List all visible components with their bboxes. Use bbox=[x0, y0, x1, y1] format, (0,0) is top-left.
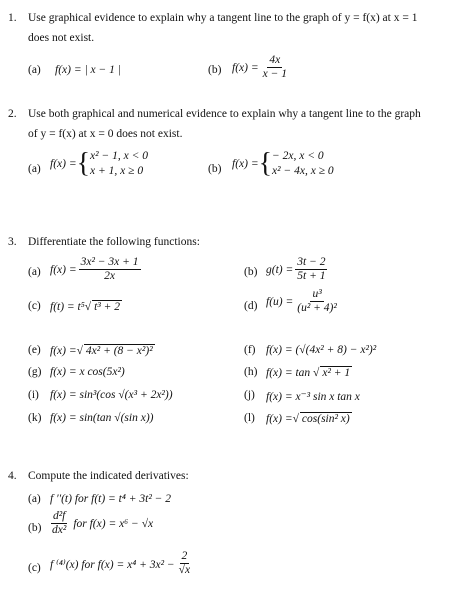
denominator: 5t + 1 bbox=[297, 270, 326, 282]
numerator: 4x bbox=[269, 54, 281, 66]
radicand: 4x² + (8 − x²)² bbox=[85, 345, 153, 357]
radicand: x² + 1 bbox=[322, 367, 351, 379]
part-label: (k) bbox=[28, 412, 42, 424]
case: x + 1, x ≥ 0 bbox=[90, 165, 144, 177]
part-label: (a) bbox=[28, 64, 41, 76]
part-label: (l) bbox=[244, 412, 255, 424]
numerator: d²f bbox=[52, 510, 66, 522]
expression bbox=[266, 256, 329, 283]
part-label: (j) bbox=[244, 389, 255, 401]
expression bbox=[50, 256, 143, 283]
expression-lhs: f(x) = bbox=[50, 158, 77, 170]
fraction bbox=[50, 510, 68, 537]
numerator: u³ bbox=[312, 288, 322, 300]
numerator: 3x² − 3x + 1 bbox=[80, 256, 139, 268]
expression-lhs: f(x) = bbox=[50, 345, 77, 357]
question-text: Use both graphical and numerical evidence to explain why a tangent line to the graph bbox=[28, 108, 421, 120]
denominator: (u² + 4)² bbox=[297, 302, 337, 314]
question-number: 4. bbox=[8, 470, 17, 482]
expression bbox=[50, 344, 155, 357]
expression bbox=[266, 288, 341, 315]
sqrt-icon: √ bbox=[76, 345, 83, 357]
expression-lhs: f(x) = bbox=[266, 413, 293, 425]
expression-lhs: f(x) = bbox=[50, 263, 77, 276]
expression bbox=[232, 54, 291, 81]
part-label: (b) bbox=[244, 266, 258, 278]
part-label: (c) bbox=[28, 300, 41, 312]
case: x² − 1, x < 0 bbox=[90, 150, 148, 162]
case: − 2x, x < 0 bbox=[272, 150, 324, 162]
fraction bbox=[177, 550, 192, 577]
cases bbox=[90, 149, 148, 179]
part-label: (b) bbox=[28, 522, 42, 534]
expression: f(x) = sin(tan √(sin x)) bbox=[50, 412, 154, 424]
fraction bbox=[261, 54, 289, 81]
part-label: (b) bbox=[208, 64, 222, 76]
part-label: (e) bbox=[28, 344, 41, 356]
expression bbox=[50, 300, 122, 313]
question-number: 2. bbox=[8, 108, 17, 120]
expression-lhs: f(x) = bbox=[232, 158, 259, 170]
denominator: 2x bbox=[104, 270, 115, 282]
sqrt-icon: √ bbox=[313, 367, 320, 379]
question-text: Compute the indicated derivatives: bbox=[28, 470, 189, 482]
part-label: (a) bbox=[28, 163, 41, 175]
part-label: (c) bbox=[28, 562, 41, 574]
expression: f(x) = x cos(5x²) bbox=[50, 366, 125, 378]
expression: f(x) = x⁻³ sin x tan x bbox=[266, 391, 360, 403]
sqrt-icon: √ bbox=[84, 301, 92, 313]
part-label: (g) bbox=[28, 366, 42, 378]
expression: f(x) = | x − 1 | bbox=[55, 64, 121, 76]
expression-lhs: f ⁽⁴⁾(x) for f(x) = x⁴ + 3x² − bbox=[50, 558, 175, 571]
question-number: 3. bbox=[8, 236, 17, 248]
radicand: cos(sin² x) bbox=[301, 413, 350, 425]
expression-lhs: f(x) = bbox=[232, 61, 259, 74]
piecewise-expression bbox=[232, 149, 334, 179]
expression: f ′′(t) for f(t) = t⁴ + 3t² − 2 bbox=[50, 493, 172, 505]
denominator: dx² bbox=[52, 524, 67, 536]
expression-lhs: f(u) = bbox=[266, 295, 294, 308]
part-label: (i) bbox=[28, 389, 39, 401]
brace-icon: { bbox=[258, 148, 273, 179]
cases bbox=[272, 149, 334, 179]
part-label: (b) bbox=[208, 163, 222, 175]
part-label: (d) bbox=[244, 300, 258, 312]
case: x² − 4x, x ≥ 0 bbox=[272, 165, 334, 177]
part-label: (a) bbox=[28, 266, 41, 278]
numerator: 3t − 2 bbox=[297, 256, 326, 268]
expression: f(x) = (√(4x² + 8) − x²)² bbox=[266, 344, 377, 356]
expression-lhs: f(x) = tan bbox=[266, 367, 311, 379]
expression bbox=[48, 510, 153, 537]
expression bbox=[266, 366, 352, 379]
numerator: 2 bbox=[181, 550, 188, 562]
expression-rest: for f(x) = x⁶ − √x bbox=[73, 517, 154, 530]
question-text: Differentiate the following functions: bbox=[28, 236, 200, 248]
part-label: (a) bbox=[28, 493, 41, 505]
fraction bbox=[79, 256, 141, 283]
question-text-cont: does not exist. bbox=[28, 32, 95, 44]
expression: f(x) = sin³(cos √(x³ + 2x²)) bbox=[50, 389, 173, 401]
expression-lhs: g(t) = bbox=[266, 263, 294, 276]
sqrt-icon: √ bbox=[292, 413, 299, 425]
question-number: 1. bbox=[8, 12, 17, 24]
fraction bbox=[295, 288, 339, 315]
brace-icon: { bbox=[76, 148, 91, 179]
question-text-cont: of y = f(x) at x = 0 does not exist. bbox=[28, 128, 183, 140]
part-label: (f) bbox=[244, 344, 256, 356]
expression bbox=[50, 550, 194, 577]
expression-lhs: f(t) = t⁵ bbox=[50, 301, 85, 313]
piecewise-expression bbox=[50, 149, 148, 179]
fraction bbox=[295, 256, 327, 283]
expression bbox=[266, 412, 352, 425]
question-text: Use graphical evidence to explain why a tangent line to the graph of y = f(x) at x = 1 bbox=[28, 12, 418, 24]
part-label: (h) bbox=[244, 366, 258, 378]
denominator: √x bbox=[178, 564, 191, 576]
radicand: t³ + 2 bbox=[94, 301, 120, 313]
denominator: x − 1 bbox=[262, 68, 287, 80]
